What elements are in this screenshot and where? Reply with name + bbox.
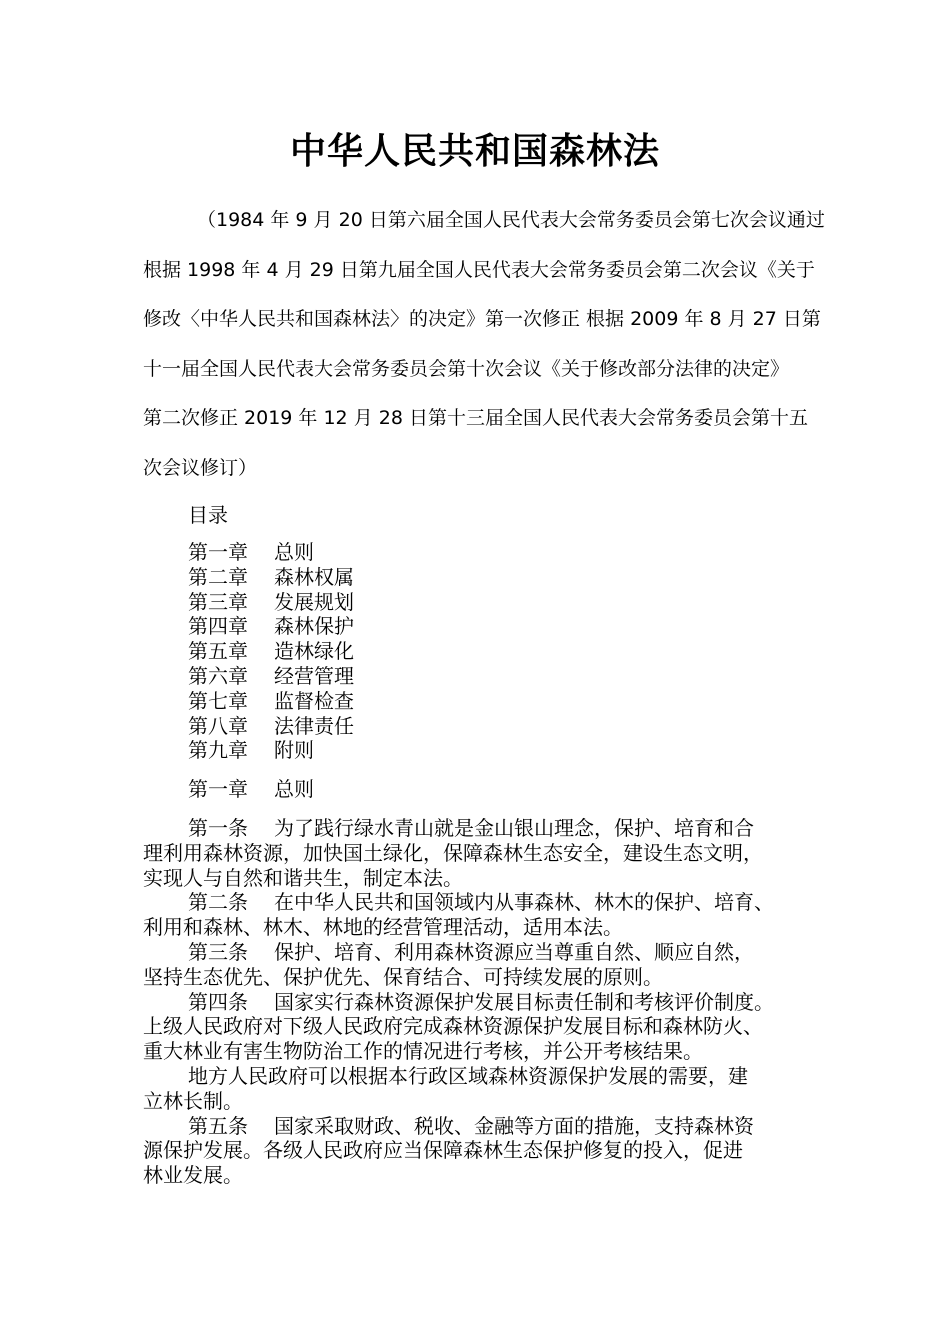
enactment-note <box>143 196 825 493</box>
article-line: 实现人与自然和谐共生，制定本法。 <box>143 865 463 890</box>
article-text: 在中华人民共和国领域内从事森林、林木的保护、培育、 <box>274 890 774 915</box>
article <box>143 1114 813 1188</box>
toc-item <box>188 689 354 714</box>
article <box>143 940 813 990</box>
toc-chapter-number: 第二章 <box>188 564 248 589</box>
toc-chapter-number: 第一章 <box>188 540 248 564</box>
toc-item <box>188 540 354 565</box>
toc-chapter-name: 造林绿化 <box>274 639 354 664</box>
toc-item <box>188 714 354 739</box>
article-text: 国家实行森林资源保护发展目标责任制和考核评价制度。 <box>274 989 774 1014</box>
article-text: 为了践行绿水青山就是金山银山理念，保护、培育和合 <box>274 816 754 840</box>
article-line: 坚持生态优先、保护优先、保育结合、可持续发展的原则。 <box>143 964 663 989</box>
article <box>143 890 813 940</box>
article-line: 源保护发展。各级人民政府应当保障森林生态保护修复的投入，促进 <box>143 1138 743 1163</box>
article-line: 林业发展。 <box>143 1163 243 1188</box>
article-line: 利用和森林、林木、林地的经营管理活动，适用本法。 <box>143 915 623 940</box>
article <box>143 990 813 1064</box>
toc-chapter-name: 总则 <box>274 540 314 564</box>
article-line: 地方人民政府可以根据本行政区域森林资源保护发展的需要，建 <box>188 1063 748 1088</box>
toc-chapter-number: 第九章 <box>188 738 248 763</box>
article-number: 第二条 <box>188 890 248 915</box>
toc-chapter-number: 第三章 <box>188 589 248 614</box>
toc-chapter-number: 第四章 <box>188 614 248 639</box>
enactment-note-line: 第二次修正 2019 年 12 月 28 日第十三届全国人民代表大会常务委员会第十五 <box>143 407 808 429</box>
toc-item <box>188 639 354 664</box>
toc-item <box>188 664 354 689</box>
toc-item <box>188 614 354 639</box>
article-number: 第四条 <box>188 989 248 1014</box>
toc-chapter-name: 经营管理 <box>274 663 354 688</box>
toc-item <box>188 565 354 590</box>
toc-item <box>188 590 354 615</box>
article-line <box>143 816 813 841</box>
toc-chapter-number: 第六章 <box>188 663 248 688</box>
toc-heading: 目录 <box>188 503 228 527</box>
article-text: 保护、培育、利用森林资源应当尊重自然、顺应自然， <box>274 939 754 964</box>
article-line: 理利用森林资源，加快国土绿化，保障森林生态安全，建设生态文明， <box>143 840 763 865</box>
toc-item <box>188 738 354 763</box>
chapter-name: 总则 <box>274 777 314 801</box>
article-number: 第三条 <box>188 939 248 964</box>
chapter-number: 第一章 <box>188 777 248 801</box>
article-line <box>143 990 813 1015</box>
toc-chapter-name: 森林保护 <box>274 614 354 639</box>
enactment-note-line: 十一届全国人民代表大会常务委员会第十次会议《关于修改部分法律的决定》 <box>143 357 790 380</box>
enactment-note-line: 次会议修订） <box>143 456 258 479</box>
toc-chapter-number: 第七章 <box>188 688 248 713</box>
toc-chapter-name: 监督检查 <box>274 688 354 713</box>
enactment-note-line: 根据 1998 年 4 月 29 日第九届全国人民代表大会常务委员会第二次会议《关于 <box>143 258 815 281</box>
article-line: 上级人民政府对下级人民政府完成森林资源保护发展目标和森林防火、 <box>143 1014 763 1039</box>
chapter-body <box>143 816 813 1188</box>
enactment-note-line: （1984 年 9 月 20 日第六届全国人民代表大会常务委员会第七次会议通过 <box>197 209 825 231</box>
article-line: 立林长制。 <box>143 1088 243 1113</box>
article-line <box>143 1114 813 1139</box>
toc-chapter-number: 第八章 <box>188 713 248 738</box>
article-text: 国家采取财政、税收、金融等方面的措施，支持森林资 <box>274 1113 754 1138</box>
toc-chapter-number: 第五章 <box>188 639 248 664</box>
toc-chapter-name: 森林权属 <box>274 564 354 589</box>
toc-chapter-name: 发展规划 <box>274 589 354 614</box>
toc-chapter-name: 附则 <box>274 738 314 763</box>
table-of-contents <box>188 540 354 763</box>
article-number: 第一条 <box>188 816 248 840</box>
article-number: 第五条 <box>188 1113 248 1138</box>
enactment-note-line: 修改〈中华人民共和国森林法〉的决定》第一次修正 根据 2009 年 8 月 27 日第 <box>143 308 821 330</box>
article-line <box>143 940 813 965</box>
toc-chapter-name: 法律责任 <box>274 713 354 738</box>
article-line <box>143 890 813 915</box>
article-line: 重大林业有害生物防治工作的情况进行考核，并公开考核结果。 <box>143 1039 703 1064</box>
chapter-heading <box>188 775 314 803</box>
document-title: 中华人民共和国森林法 <box>289 131 660 172</box>
article-paragraph <box>143 1064 813 1114</box>
article <box>143 816 813 890</box>
